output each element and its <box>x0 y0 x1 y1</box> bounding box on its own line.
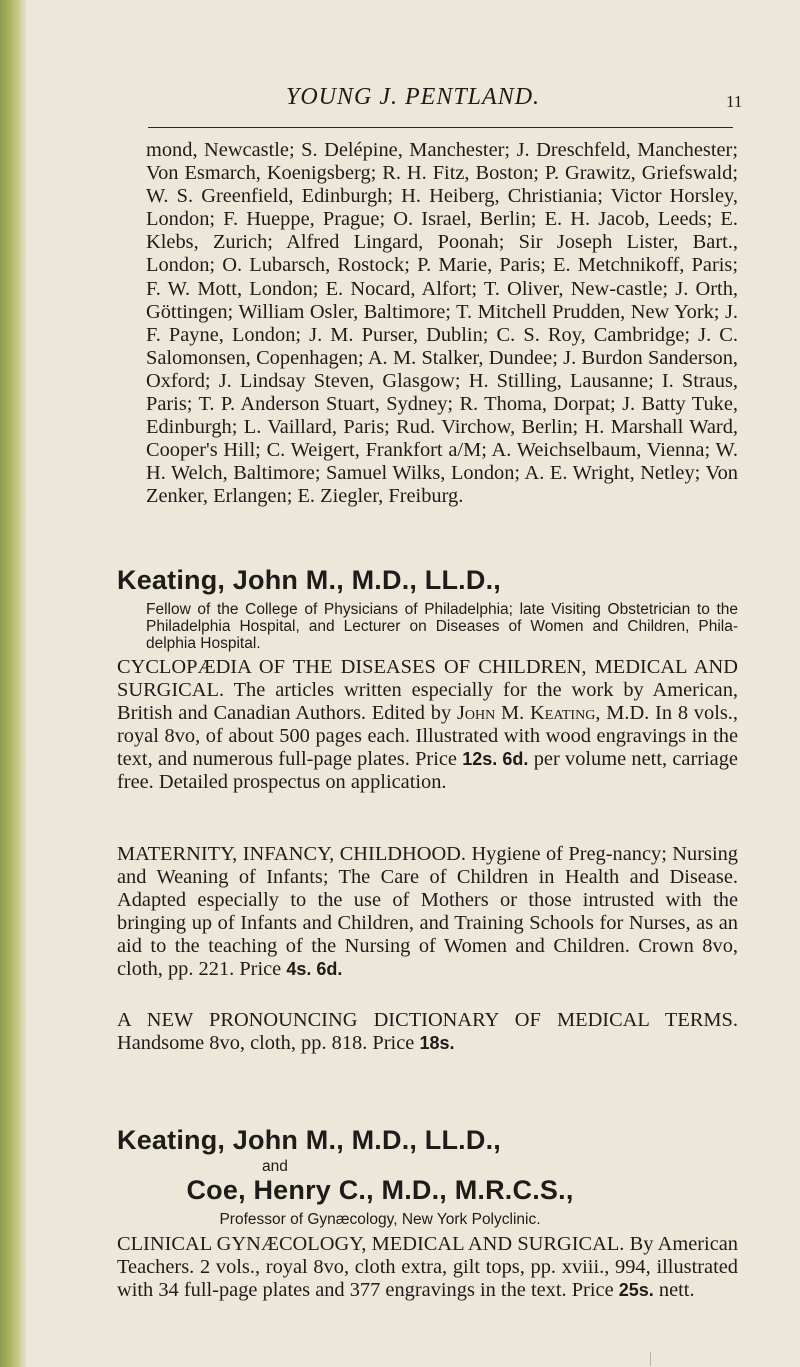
book-details: Handsome 8vo, cloth, pp. 818. Price <box>117 1032 415 1054</box>
editor-name: John M. Keating <box>456 702 596 724</box>
price: 18s. <box>419 1033 455 1053</box>
book-title: MATERNITY, INFANCY, CHILDHOOD. <box>117 843 467 865</box>
price: 25s. <box>618 1280 654 1300</box>
book-details: By American Teachers. 2 vols., royal 8vo, cloth extra, gilt tops, pp. xviii., 994, illustrated with 34 full-page plates and 377 engravings in the text. Price <box>117 1233 738 1301</box>
author-heading: Keating, John M., M.D., LL.D., <box>117 1125 501 1155</box>
book-entry-maternity <box>117 843 738 981</box>
book-details-end: nett. <box>658 1279 695 1301</box>
conjunction: and <box>262 1158 288 1175</box>
book-details: Hygiene of Preg-nancy; Nursing and Weaning of Infants; The Care of Children in Health and Disease. Adapted especially to the use of Mothers or those intrusted with the bringing up of Infants and Children, and Training Schools for Nurses, as an aid to the teaching of the Nursing of Women and Children. Crown 8vo, cloth, pp. 221. Price <box>117 843 739 980</box>
paper-mark <box>650 1352 651 1366</box>
book-title: CYCLOPÆDIA OF THE DISEASES OF CHILDREN, MEDICAL AND SURGICAL. <box>117 656 738 701</box>
coauthor-heading: Coe, Henry C., M.D., M.R.C.S., <box>186 1175 574 1205</box>
author-description: Fellow of the College of Physicians of Philadelphia; late Visiting Obstetrician to the Philadelphia Hospital, and Lecturer on Diseases of Women and Children, Phila-delphia Hospital. <box>146 601 738 652</box>
book-details-end: per volume nett, carriage free. Detailed prospectus on application. <box>117 748 738 793</box>
header-rule <box>148 127 733 128</box>
book-entry-clinical-gynaecology <box>117 1233 738 1302</box>
book-entry-dictionary <box>117 1009 738 1055</box>
author-heading: Keating, John M., M.D., LL.D., <box>117 565 501 595</box>
page-number: 11 <box>726 92 743 111</box>
author-list-continuation: mond, Newcastle; S. Delépine, Manchester; J. Dreschfeld, Manchester; Von Esmarch, Koenigsberg; R. H. Fitz, Boston; P. Grawitz, Griefswald; W. S. Greenfield, Edinburgh; H. Heiberg, Christiania; Victor Horsley, London; F. Hueppe, Prague; O. Israel, Berlin; E. H. Jacob, Leeds; E. Klebs, Zurich; Alfred Lingard, Poonah; Sir Joseph Lister, Bart., London; O. Lubarsch, Rostock; P. Marie, Paris; E. Metchnikoff, Paris; F. W. Mott, London; E. Nocard, Alfort; T. Oliver, New-castle; J. Orth, Göttingen; William Osler, Baltimore; T. Mitchell Prudden, New York; J. F. Payne, London; J. M. Purser, Dublin; C. S. Roy, Cambridge; J. C. Salomonsen, Copenhagen; A. M. Stalker, Dundee; J. Burdon Sanderson, Oxford; J. Lindsay Steven, Glasgow; H. Stilling, Lausanne; I. Straus, Paris; T. P. Anderson Stuart, Sydney; R. Thoma, Dorpat; J. Batty Tuke, Edinburgh; L. Vaillard, Paris; Rud. Virchow, Berlin; H. Marshall Ward, Cooper's Hill; C. Weigert, Frankfort a/M; A. Weichselbaum, Vienna; W. H. Welch, Baltimore; Samuel Wilks, London; A. E. Wright, Netley; Von Zenker, Erlangen; E. Ziegler, Freiburg. <box>146 139 738 508</box>
price: 4s. 6d. <box>286 959 343 979</box>
book-details-cont: , M.D. In 8 vols., royal 8vo, of about 500 pages each. Illustrated with wood engravings in the text, and numerous full-page plates. Price <box>117 702 738 770</box>
book-title: CLINICAL GYNÆCOLOGY, MEDICAL AND SURGICAL. <box>117 1233 625 1255</box>
book-entry-cyclopaedia <box>117 656 738 794</box>
book-details: The articles written especially for the work by American, British and Canadian Authors. Edited by <box>117 679 738 724</box>
book-title: A NEW PRONOUNCING DICTIONARY OF MEDICAL TERMS. <box>117 1009 738 1031</box>
running-head: YOUNG J. PENTLAND. <box>286 84 541 110</box>
coauthor-description: Professor of Gynæcology, New York Polyclinic. <box>219 1211 541 1228</box>
price: 12s. 6d. <box>462 749 529 769</box>
